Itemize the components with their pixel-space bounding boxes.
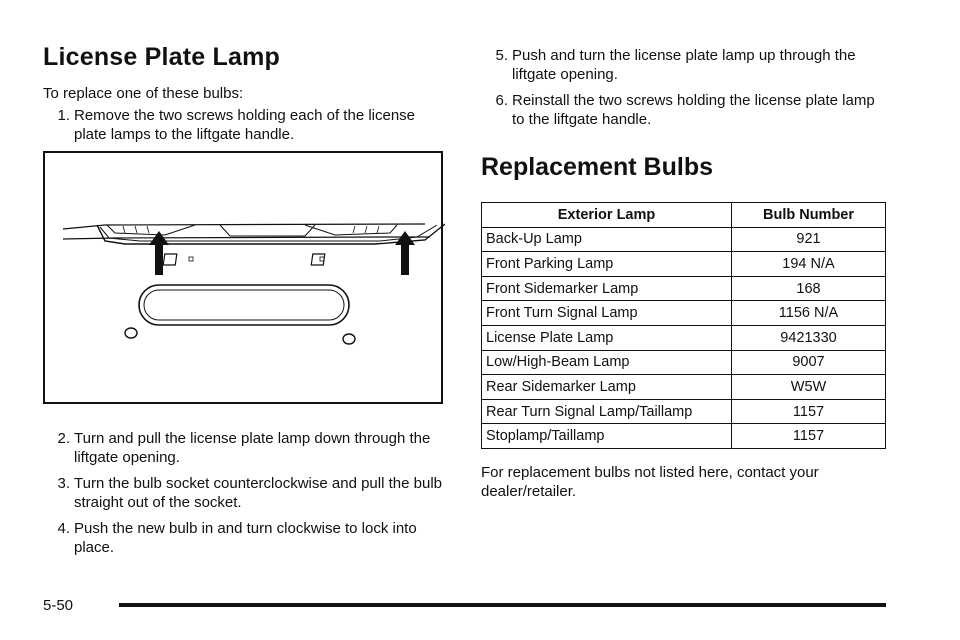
table-row: Front Turn Signal Lamp 1156 N/A — [482, 301, 886, 326]
steps-list-1 — [43, 106, 448, 144]
replacement-bulbs-table — [481, 202, 886, 449]
footnote-text: For replacement bulbs not listed here, contact your dealer/retailer. — [481, 463, 819, 500]
right-column — [481, 46, 886, 516]
column-header: Bulb Number — [732, 203, 886, 228]
table-row: Front Parking Lamp 194 N/A — [482, 252, 886, 277]
table-row: Stoplamp/Taillamp 1157 — [482, 424, 886, 449]
table-row: Rear Sidemarker Lamp W5W — [482, 375, 886, 400]
page-title: License Plate Lamp — [43, 43, 281, 71]
table-header-row — [482, 203, 886, 228]
steps-list-2 — [43, 429, 448, 557]
step-item: 2. Turn and pull the license plate lamp down through the liftgate opening. — [57, 430, 431, 466]
step-item: 5. Push and turn the license plate lamp up through the liftgate opening. — [495, 47, 856, 83]
table-row: License Plate Lamp 9421330 — [482, 325, 886, 350]
left-column — [43, 40, 448, 564]
table-row: Front Sidemarker Lamp 168 — [482, 276, 886, 301]
table-row: Back-Up Lamp 921 — [482, 227, 886, 252]
steps-list-3 — [481, 46, 886, 129]
column-header: Exterior Lamp — [482, 203, 732, 228]
liftgate-handle-drawing — [45, 153, 445, 406]
table-row: Low/High-Beam Lamp 9007 — [482, 350, 886, 375]
table-row: Rear Turn Signal Lamp/Taillamp 1157 — [482, 399, 886, 424]
intro-text: To replace one of these bulbs: — [43, 85, 244, 102]
step-item: 3. Turn the bulb socket counterclockwise and pull the bulb straight out of the socket. — [57, 475, 442, 511]
step-item: 6. Reinstall the two screws holding the license plate lamp to the liftgate handle. — [495, 92, 875, 128]
section-title: Replacement Bulbs — [481, 153, 714, 181]
page-number: 5-50 — [43, 597, 74, 614]
step-item: 1. Remove the two screws holding each of the license plate lamps to the liftgate handle. — [57, 107, 416, 143]
footer-rule — [119, 603, 886, 607]
step-item: 4. Push the new bulb in and turn clockwise to lock into place. — [57, 520, 417, 556]
license-plate-lamp-illustration — [43, 151, 443, 404]
